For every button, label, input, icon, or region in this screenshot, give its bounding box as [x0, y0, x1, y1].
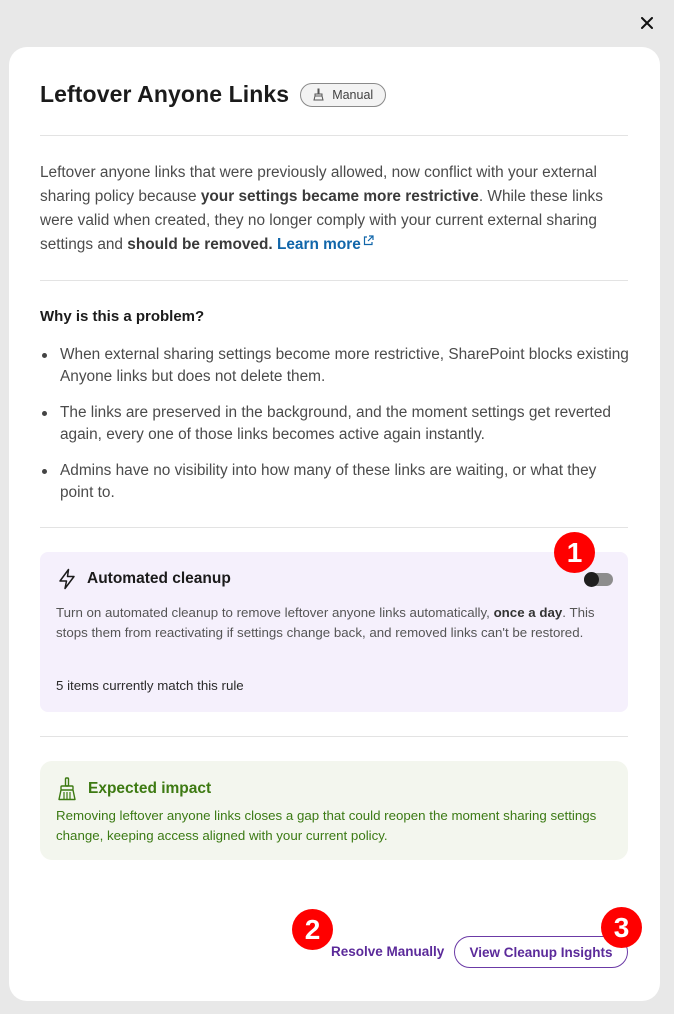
- annotation-marker-3: 3: [601, 907, 642, 948]
- description-bold: your settings became more restrictive: [200, 188, 479, 205]
- automated-cleanup-toggle[interactable]: [584, 573, 613, 586]
- list-item-text: The links are preserved in the background, and the moment settings get reverted again, every one of those links becomes active again instantly.: [60, 404, 611, 443]
- annotation-marker-1: 1: [554, 532, 595, 573]
- list-item: [40, 344, 632, 388]
- automated-cleanup-title: Automated cleanup: [87, 570, 231, 587]
- page-title: Leftover Anyone Links: [40, 81, 290, 107]
- why-heading: Why is this a problem?: [40, 308, 205, 325]
- divider: [40, 527, 628, 528]
- automated-cleanup-description: [56, 603, 616, 643]
- resolve-manually-button[interactable]: Resolve Manually: [331, 944, 445, 959]
- why-list: [40, 344, 632, 518]
- title-row: [40, 81, 386, 108]
- list-item-text: When external sharing settings become more restrictive, SharePoint blocks existing Anyone links but does not delete them.: [60, 346, 629, 385]
- bullet-dot: [42, 469, 47, 474]
- description: [40, 161, 630, 257]
- view-cleanup-insights-button[interactable]: [454, 936, 628, 968]
- list-item: [40, 460, 632, 504]
- description-bold: should be removed.: [127, 236, 273, 253]
- automated-cleanup-bold: once a day: [493, 605, 563, 620]
- divider: [40, 280, 628, 281]
- lightning-icon: [56, 568, 78, 590]
- toggle-knob[interactable]: [584, 572, 599, 587]
- match-count: 5 items currently match this rule: [56, 678, 244, 693]
- automated-cleanup-text: . This stops them from reactivating if settings change back, and removed links can't be restored.: [56, 605, 595, 640]
- badge-label: Manual: [332, 87, 374, 102]
- broom-icon: [312, 88, 325, 101]
- divider: [40, 736, 628, 737]
- learn-more-link[interactable]: [277, 236, 374, 253]
- view-cleanup-insights-label[interactable]: View Cleanup Insights: [469, 944, 613, 960]
- external-link-icon[interactable]: [363, 235, 374, 246]
- expected-impact-description: Removing leftover anyone links closes a gap that could reopen the moment sharing settings change, keeping access aligned with your current policy.: [56, 808, 597, 843]
- divider: [40, 135, 628, 136]
- list-item-text: Admins have no visibility into how many of these links are waiting, or what they point to.: [60, 462, 597, 501]
- list-item: [40, 402, 632, 446]
- manual-badge: [300, 83, 386, 107]
- broom-icon: [56, 777, 78, 801]
- bullet-dot: [42, 353, 47, 358]
- annotation-marker-2: 2: [292, 909, 333, 950]
- close-icon[interactable]: [641, 17, 653, 29]
- learn-more-label[interactable]: Learn more: [276, 236, 361, 253]
- expected-impact-title: Expected impact: [88, 780, 212, 797]
- automated-cleanup-header: [56, 568, 231, 590]
- expected-impact-header: [56, 777, 211, 801]
- automated-cleanup-card: [40, 552, 628, 712]
- description-text: Leftover anyone links that were previously allowed, now conflict with your external sharing policy because: [40, 164, 597, 205]
- details-panel: [9, 47, 660, 1001]
- description-text: . While these links were valid when created, they no longer comply with your current external sharing settings and: [40, 188, 603, 253]
- bullet-dot: [42, 411, 47, 416]
- automated-cleanup-text: Turn on automated cleanup to remove leftover anyone links automatically,: [56, 605, 494, 620]
- close-button[interactable]: [634, 10, 660, 36]
- expected-impact-card: [40, 761, 628, 860]
